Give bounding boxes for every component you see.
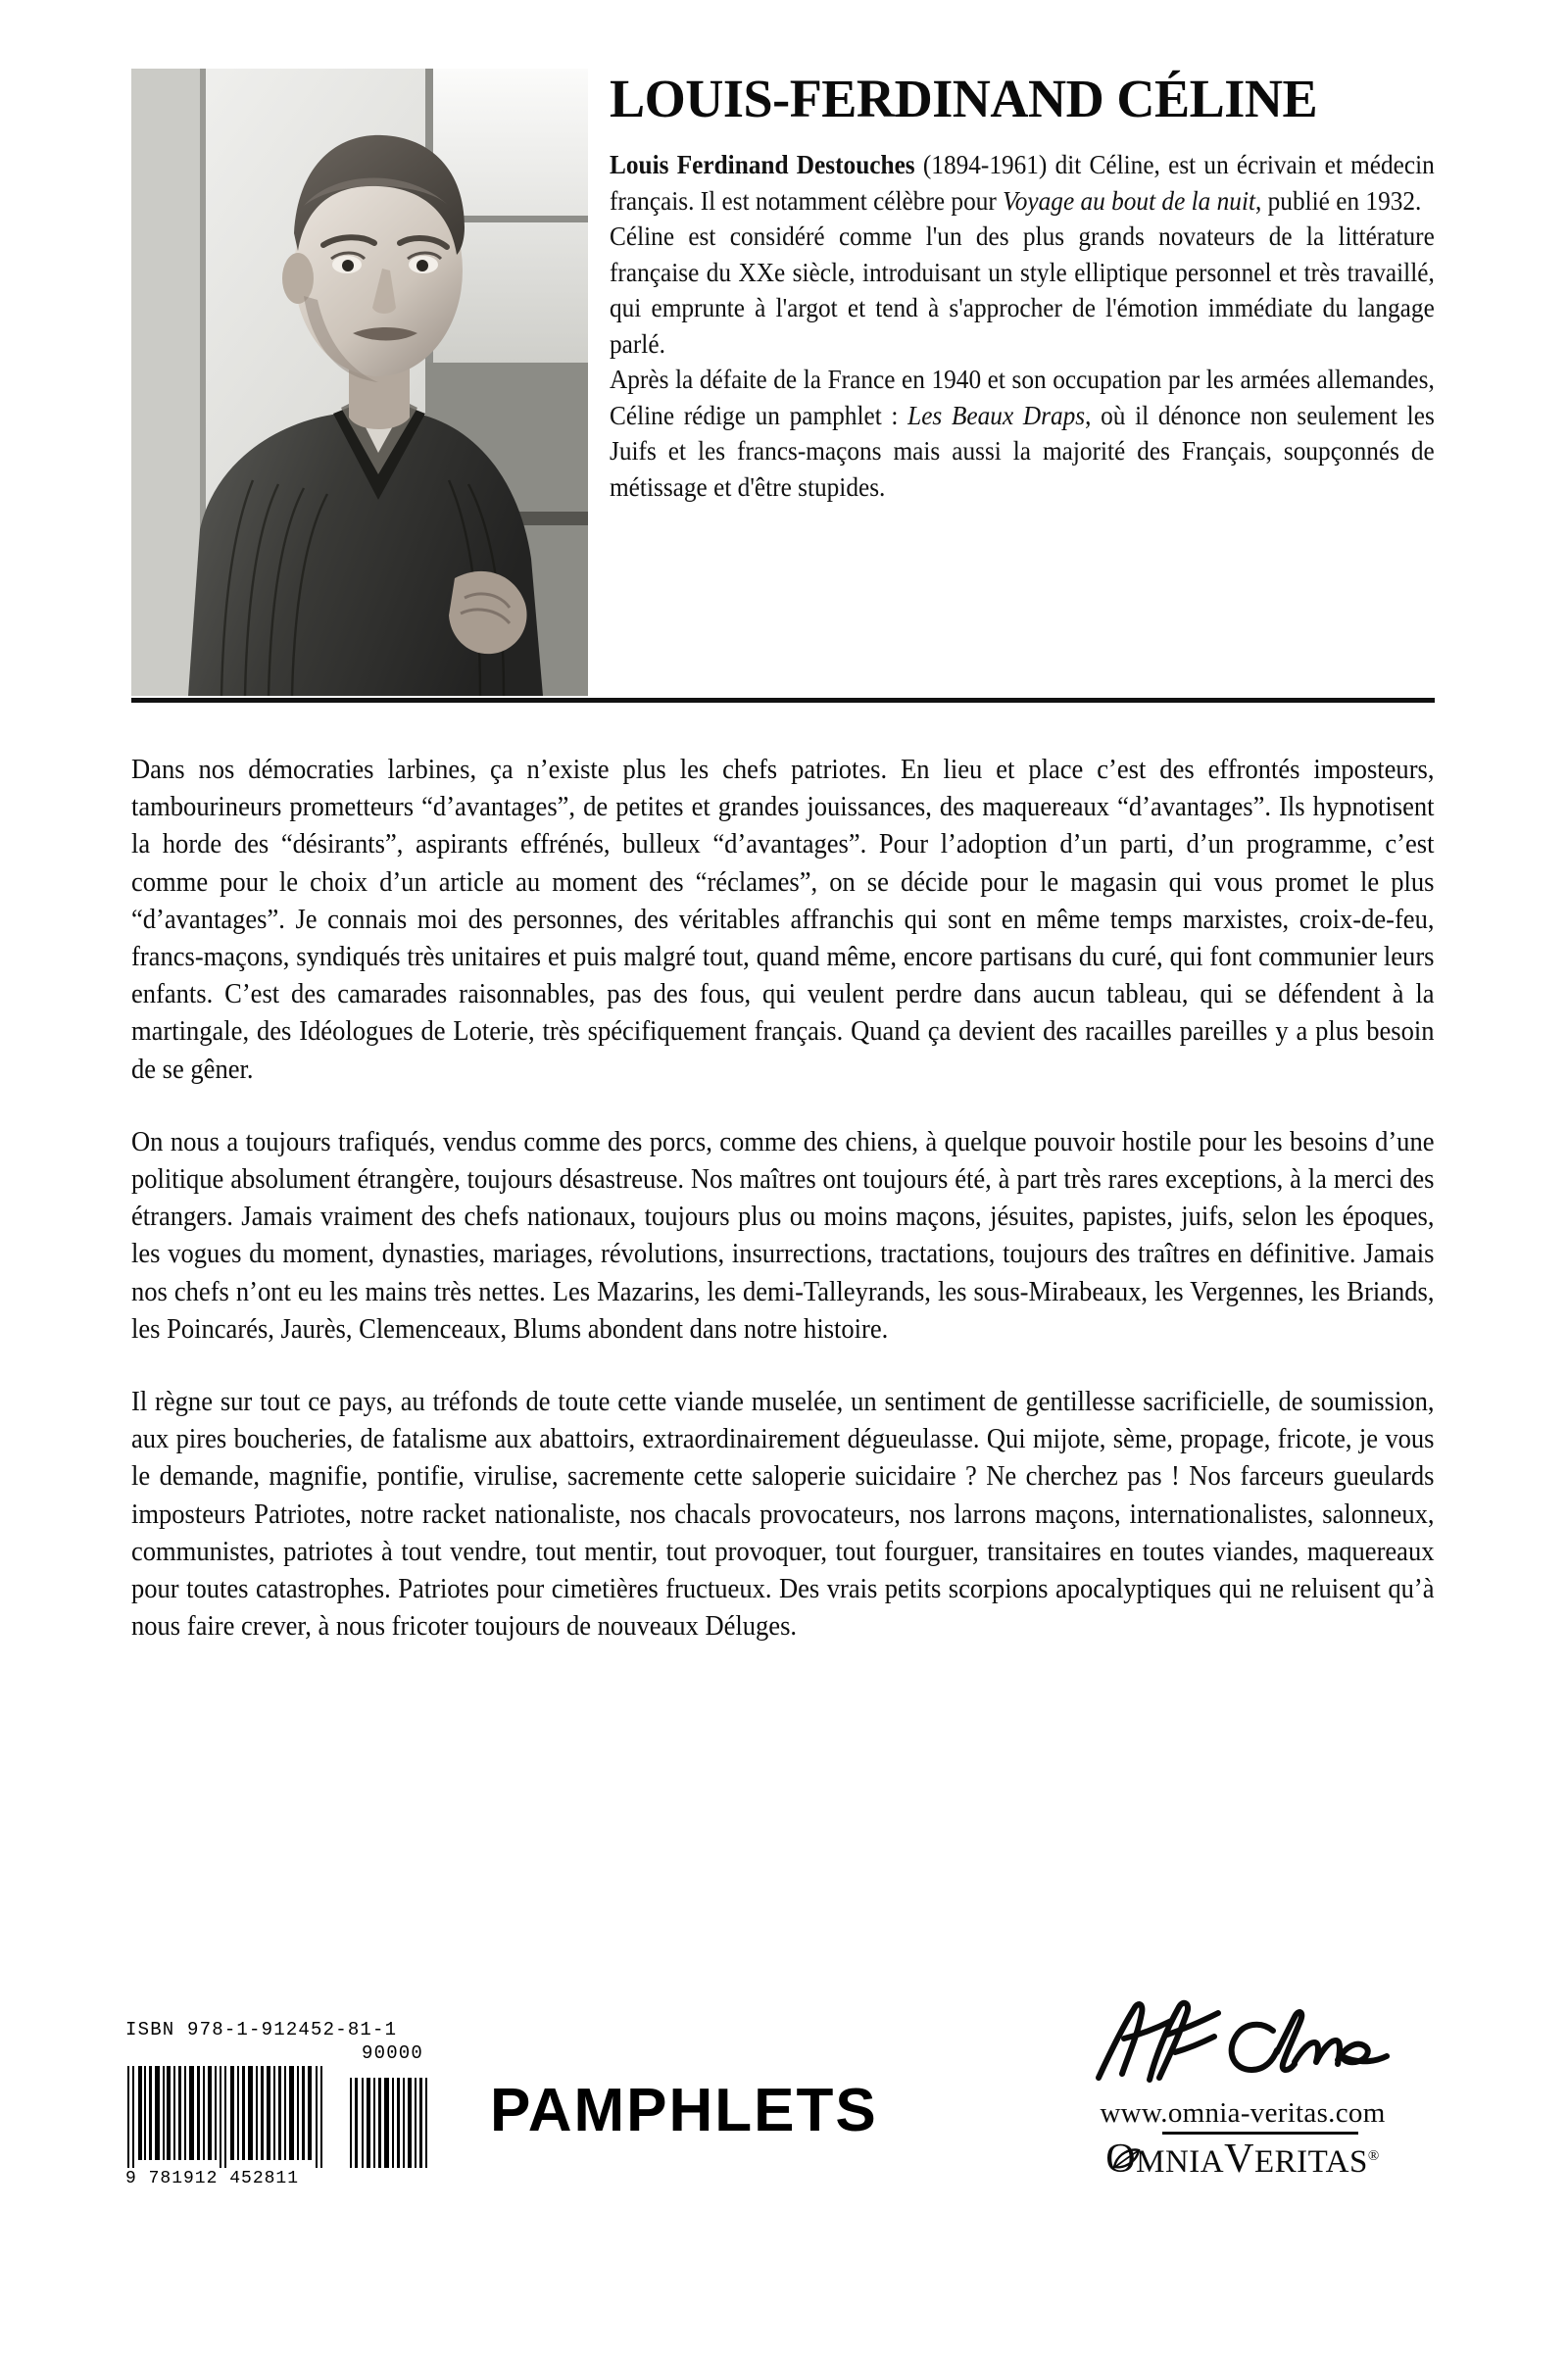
author-biography <box>610 147 1435 505</box>
header-block <box>131 69 1435 696</box>
work-title-voyage: Voyage au bout de la nuit <box>1003 184 1256 216</box>
work-title-beaux-draps: Les Beaux Draps <box>907 399 1086 430</box>
bio-paragraph-3 <box>610 362 1435 505</box>
horizontal-divider <box>131 698 1435 703</box>
bio-paragraph-2: Céline est considéré comme l'un des plus grands novateurs de la littérature française du XXe siècle, introduisant un style elliptique personnel et très travaillé, qui emprunte à l'argot et tend à s'approcher de l'émotion immédiate du langage parlé. <box>610 221 1435 359</box>
leaf-icon <box>1111 2147 1141 2171</box>
bio-paragraph-1 <box>610 147 1435 219</box>
logo-letter-o: O <box>1105 2137 1137 2182</box>
excerpt-paragraph: Dans nos démocraties larbines, ça n’existe plus les chefs patriotes. En lieu et place c’est des effrontés imposteurs, tambourineurs prometteurs “d’avantages”, de petites et grandes jouissances, des maquereaux “d’avantages”. Ils hypnotisent la horde des “désirants”, aspirants effrénés, bulleux “d’avantages”. Pour l’adoption d’un parti, d’un programme, c’est comme pour le choix d’un article au moment des “réclames”, on se décide pour le magasin qui vous promet le plus “d’avantages”. Je connais moi des personnes, des véritables affranchis qui sont en même temps marxistes, croix-de-feu, francs-maçons, syndiqués très unitaires et puis malgré tout, quand même, encore partisans du curé, qui font communier leurs enfants. C’est des camarades raisonnables, pas des fous, qui veulent perdre dans aucun tableau, qui se défendent à la martingale, des Idéologues de Loterie, très spécifiquement français. Quand ça devient des racailles pareilles y a plus besoin de se gêner. <box>131 754 1435 1085</box>
logo-omnia: MNIA <box>1136 2144 1225 2180</box>
ean-digits: 9 781912 452811 <box>125 2169 300 2188</box>
bio-line1-rest: (1894-1961) dit Céline, est un écrivain et médecin français. Il est notamment célèbre pour <box>610 149 1435 216</box>
barcode-addon-symbol <box>349 2078 429 2168</box>
bio-line1-tail: , publié en 1932. <box>1255 184 1422 216</box>
publisher-logo <box>1105 2136 1379 2183</box>
bio-para3-end: , où il dénonce non seulement les Juifs et les francs-maçons mais aussi la majorité des Français, soupçonnés de métissage et d'être stupides. <box>610 399 1435 502</box>
bio-para3-start: Après la défaite de la France en 1940 et son occupation par les armées allemandes, Céline rédige un pamphlet : <box>610 364 1435 430</box>
excerpt-paragraph: Il règne sur tout ce pays, au tréfonds de toute cette viande muselée, un sentiment de gentillesse sacrificielle, de soumission, aux pires boucheries, de fatalisme aux abattoirs, extraordinairement dégueulasse. Qui mijote, sème, propage, fricote, je vous le demande, magnifie, pontifie, virulise, sacremente cette saloperie suicidaire ? Ne cherchez pas ! Nos farceurs gueulards imposteurs Patriotes, notre racket nationaliste, nos chacals provocateurs, nos larrons maçons, internationalistes, salonneux, communistes, patriotes à tout vendre, tout mentir, tout provoquer, tout fourguer, transitaires en toutes viandes, maquereaux pour toutes catastrophes. Patriotes pour cimetières fructueux. Des vrais petits scorpions apocalyptiques qui ne reluisent qu’à nous faire crever, à nous fricoter toujours de nouveaux Déluges. <box>131 1386 1435 1643</box>
excerpt-body <box>131 751 1435 1645</box>
logo-rule <box>1162 2132 1357 2135</box>
isbn-barcode <box>125 2019 429 2205</box>
logo-veritas: ERITAS <box>1253 2144 1368 2180</box>
publisher-block <box>1047 1995 1439 2183</box>
publisher-name <box>1105 2137 1380 2182</box>
author-full-name: Louis Ferdinand Destouches <box>610 149 915 179</box>
author-signature-icon <box>1081 1995 1404 2089</box>
footer <box>0 1980 1568 2359</box>
registered-mark: ® <box>1367 2148 1380 2164</box>
author-portrait <box>131 69 588 696</box>
logo-letter-v: V <box>1224 2137 1254 2182</box>
isbn-label: ISBN 978-1-912452-81-1 <box>125 2019 398 2040</box>
title-and-bio-column <box>610 69 1435 696</box>
barcode-addon-label: 90000 <box>361 2042 423 2064</box>
barcode-main-symbol <box>125 2066 333 2168</box>
publisher-website[interactable]: www.omnia-veritas.com <box>1100 2097 1386 2129</box>
barcode-bars-row <box>125 2066 429 2168</box>
series-label: PAMPHLETS <box>490 2077 878 2144</box>
page-title: LOUIS-FERDINAND CÉLINE <box>610 69 1318 128</box>
excerpt-paragraph: On nous a toujours trafiqués, vendus comme des porcs, comme des chiens, à quelque pouvoir hostile pour les besoins d’une politique absolument étrangère, toujours désastreuse. Nos maîtres ont toujours été, à part très rares exceptions, à la merci des étrangers. Jamais vraiment des chefs nationaux, toujours plus ou moins maçons, jésuites, papistes, juifs, selon les époques, les vogues du moment, dynasties, mariages, révolutions, insurrections, tractations, toujours des traîtres en définitive. Jamais nos chefs n’ont eu les mains très nettes. Les Mazarins, les demi-Talleyrands, les sous-Mirabeaux, les Vergennes, les Briands, les Poincarés, Jaurès, Clemenceaux, Blums abondent dans notre histoire. <box>131 1125 1435 1345</box>
